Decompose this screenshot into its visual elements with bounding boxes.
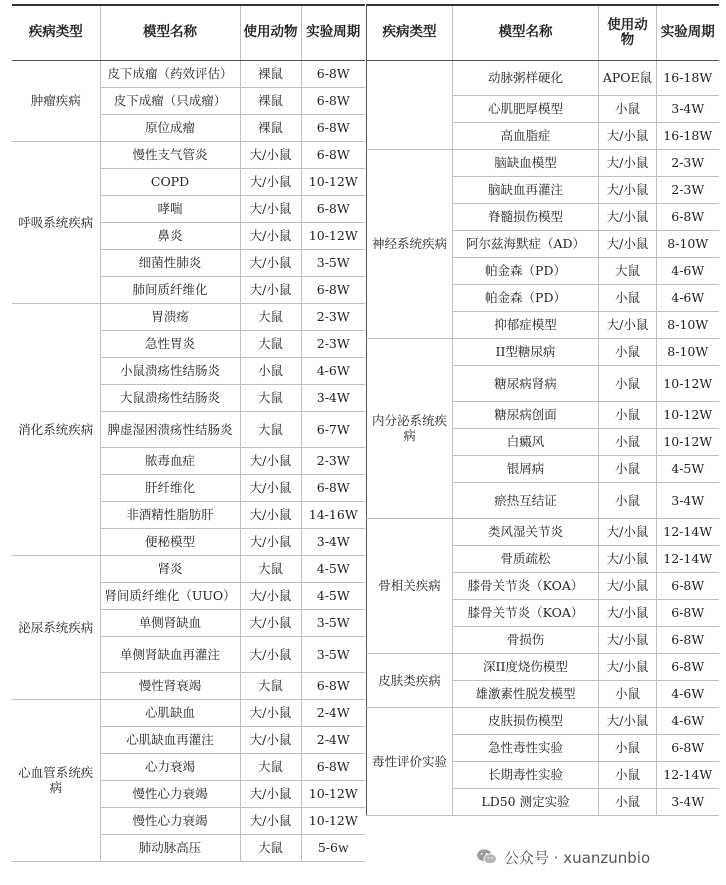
animal-cell: 小鼠 [599, 365, 657, 401]
model-cell: 慢性心力衰竭 [100, 780, 240, 807]
period-cell: 6-8W [657, 599, 719, 626]
model-cell: 动脉粥样硬化 [453, 60, 599, 95]
period-cell: 4-6W [657, 257, 719, 284]
animal-cell: 小鼠 [599, 455, 657, 482]
period-cell: 6-8W [657, 203, 719, 230]
model-cell: 脑缺血再灌注 [453, 176, 599, 203]
animal-cell: 大/小鼠 [240, 474, 301, 501]
table-row [12, 699, 365, 726]
animal-cell: 裸鼠 [240, 114, 301, 141]
category-cell: 毒性评价实验 [367, 707, 453, 815]
animal-cell: 大/小鼠 [240, 780, 301, 807]
period-cell: 10-12W [301, 168, 365, 195]
animal-cell: 大鼠 [240, 672, 301, 699]
table-row [12, 303, 365, 330]
header-row [12, 5, 365, 60]
model-cell: II型糖尿病 [453, 338, 599, 365]
animal-cell: 大鼠 [599, 257, 657, 284]
table-row [12, 555, 365, 582]
model-cell: 脓毒血症 [100, 447, 240, 474]
model-cell: 肾炎 [100, 555, 240, 582]
animal-cell: 大/小鼠 [240, 501, 301, 528]
period-cell: 6-8W [301, 114, 365, 141]
model-cell: 哮喘 [100, 195, 240, 222]
category-cell: 消化系统疾病 [12, 303, 100, 555]
header-period: 实验周期 [657, 5, 719, 60]
model-cell: 小鼠溃疡性结肠炎 [100, 357, 240, 384]
header-model: 模型名称 [453, 5, 599, 60]
period-cell: 6-8W [657, 572, 719, 599]
period-cell: 12-14W [657, 761, 719, 788]
category-cell: 肿瘤疾病 [12, 60, 100, 141]
model-cell: 非酒精性脂肪肝 [100, 501, 240, 528]
period-cell: 8-10W [657, 338, 719, 365]
category-cell: 心血管系统疾病 [12, 699, 100, 861]
period-cell: 6-8W [657, 626, 719, 653]
period-cell: 10-12W [301, 807, 365, 834]
period-cell: 8-10W [657, 311, 719, 338]
animal-cell: 小鼠 [599, 401, 657, 428]
animal-cell: 大/小鼠 [599, 176, 657, 203]
animal-cell: 裸鼠 [240, 87, 301, 114]
period-cell: 3-5W [301, 609, 365, 636]
animal-cell: 大/小鼠 [240, 609, 301, 636]
table-row [12, 60, 365, 87]
period-cell: 14-16W [301, 501, 365, 528]
table-row [367, 338, 719, 365]
period-cell: 4-6W [301, 357, 365, 384]
model-cell: 瘀热互结证 [453, 482, 599, 518]
period-cell: 2-3W [657, 149, 719, 176]
animal-cell: 大/小鼠 [240, 447, 301, 474]
header-category: 疾病类型 [12, 5, 100, 60]
model-cell: 阿尔兹海默症（AD） [453, 230, 599, 257]
period-cell: 3-4W [301, 384, 365, 411]
animal-cell: APOE鼠 [599, 60, 657, 95]
animal-cell: 大鼠 [240, 384, 301, 411]
animal-cell: 大/小鼠 [240, 582, 301, 609]
animal-cell: 大/小鼠 [599, 230, 657, 257]
table-row [367, 149, 719, 176]
category-cell: 呼吸系统疾病 [12, 141, 100, 303]
animal-cell: 大/小鼠 [599, 122, 657, 149]
model-table-left [12, 4, 365, 862]
model-cell: 深II度烧伤模型 [453, 653, 599, 680]
animal-cell: 大鼠 [240, 330, 301, 357]
animal-cell: 小鼠 [599, 95, 657, 122]
period-cell: 3-4W [301, 528, 365, 555]
period-cell: 12-14W [657, 518, 719, 545]
period-cell: 16-18W [657, 60, 719, 95]
animal-cell: 大/小鼠 [599, 545, 657, 572]
period-cell: 6-7W [301, 411, 365, 447]
model-cell: 雄激素性脱发模型 [453, 680, 599, 707]
model-cell: 糖尿病创面 [453, 401, 599, 428]
animal-cell: 小鼠 [599, 761, 657, 788]
model-cell: 抑郁症模型 [453, 311, 599, 338]
table-row [367, 653, 719, 680]
animal-cell: 大/小鼠 [240, 528, 301, 555]
table-row [12, 141, 365, 168]
animal-cell: 大鼠 [240, 753, 301, 780]
animal-cell: 大鼠 [240, 555, 301, 582]
period-cell: 10-12W [657, 365, 719, 401]
period-cell: 6-8W [301, 672, 365, 699]
model-cell: 皮下成瘤（只成瘤） [100, 87, 240, 114]
period-cell: 4-5W [657, 455, 719, 482]
model-cell: 慢性支气管炎 [100, 141, 240, 168]
period-cell: 8-10W [657, 230, 719, 257]
model-cell: 脑缺血模型 [453, 149, 599, 176]
animal-cell: 大/小鼠 [240, 807, 301, 834]
period-cell: 10-12W [657, 401, 719, 428]
period-cell: 2-4W [301, 726, 365, 753]
model-cell: 肺动脉高压 [100, 834, 240, 861]
animal-cell: 大鼠 [240, 834, 301, 861]
animal-cell: 大/小鼠 [240, 195, 301, 222]
model-cell: 糖尿病肾病 [453, 365, 599, 401]
model-cell: 心肌肥厚模型 [453, 95, 599, 122]
table-row [367, 60, 719, 95]
header-animal: 使用动物 [240, 5, 301, 60]
model-cell: 心力衰竭 [100, 753, 240, 780]
animal-cell: 大/小鼠 [240, 222, 301, 249]
period-cell: 6-8W [301, 474, 365, 501]
model-cell: 鼻炎 [100, 222, 240, 249]
model-cell: 帕金森（PD） [453, 284, 599, 311]
model-cell: 胃溃疡 [100, 303, 240, 330]
model-cell: 单侧肾缺血再灌注 [100, 636, 240, 672]
model-cell: 类风湿关节炎 [453, 518, 599, 545]
model-cell: 肝纤维化 [100, 474, 240, 501]
period-cell: 6-8W [301, 141, 365, 168]
model-cell: 白癜风 [453, 428, 599, 455]
animal-cell: 小鼠 [599, 734, 657, 761]
animal-cell: 大/小鼠 [599, 653, 657, 680]
animal-cell: 大/小鼠 [599, 149, 657, 176]
watermark [476, 846, 650, 868]
header-animal: 使用动物 [599, 5, 657, 60]
animal-cell: 小鼠 [599, 482, 657, 518]
model-cell: 心肌缺血 [100, 699, 240, 726]
model-cell: 肺间质纤维化 [100, 276, 240, 303]
animal-cell: 小鼠 [240, 357, 301, 384]
period-cell: 3-4W [657, 788, 719, 815]
model-cell: 慢性心力衰竭 [100, 807, 240, 834]
model-cell: 高血脂症 [453, 122, 599, 149]
period-cell: 2-3W [301, 447, 365, 474]
category-cell: 内分泌系统疾病 [367, 338, 453, 518]
animal-cell: 大鼠 [240, 411, 301, 447]
period-cell: 4-6W [657, 707, 719, 734]
animal-cell: 大鼠 [240, 303, 301, 330]
period-cell: 4-6W [657, 284, 719, 311]
animal-cell: 大/小鼠 [240, 726, 301, 753]
period-cell: 2-3W [301, 303, 365, 330]
model-cell: 膝骨关节炎（KOA） [453, 599, 599, 626]
period-cell: 4-5W [301, 555, 365, 582]
wechat-icon [476, 848, 498, 866]
model-cell: 慢性肾衰竭 [100, 672, 240, 699]
model-cell: COPD [100, 168, 240, 195]
model-cell: 原位成瘤 [100, 114, 240, 141]
animal-cell: 小鼠 [599, 284, 657, 311]
header-model: 模型名称 [100, 5, 240, 60]
period-cell: 6-8W [301, 276, 365, 303]
model-cell: 帕金森（PD） [453, 257, 599, 284]
period-cell: 3-4W [657, 482, 719, 518]
animal-cell: 大/小鼠 [240, 276, 301, 303]
model-cell: 心肌缺血再灌注 [100, 726, 240, 753]
model-cell: LD50 测定实验 [453, 788, 599, 815]
animal-cell: 大/小鼠 [599, 518, 657, 545]
animal-cell: 大/小鼠 [599, 203, 657, 230]
model-cell: 脾虚湿困溃疡性结肠炎 [100, 411, 240, 447]
category-cell [367, 60, 453, 149]
animal-cell: 小鼠 [599, 428, 657, 455]
period-cell: 6-8W [301, 87, 365, 114]
period-cell: 10-12W [301, 222, 365, 249]
right-table-body [367, 60, 719, 815]
animal-cell: 大/小鼠 [599, 572, 657, 599]
period-cell: 5-6w [301, 834, 365, 861]
animal-cell: 大/小鼠 [240, 168, 301, 195]
period-cell: 12-14W [657, 545, 719, 572]
animal-cell: 大/小鼠 [599, 599, 657, 626]
model-cell: 急性毒性实验 [453, 734, 599, 761]
model-cell: 大鼠溃疡性结肠炎 [100, 384, 240, 411]
model-cell: 细菌性肺炎 [100, 249, 240, 276]
animal-cell: 小鼠 [599, 788, 657, 815]
animal-cell: 大/小鼠 [599, 707, 657, 734]
animal-cell: 大/小鼠 [240, 141, 301, 168]
model-cell: 长期毒性实验 [453, 761, 599, 788]
animal-cell: 裸鼠 [240, 60, 301, 87]
model-cell: 脊髓损伤模型 [453, 203, 599, 230]
animal-cell: 大/小鼠 [599, 311, 657, 338]
model-cell: 单侧肾缺血 [100, 609, 240, 636]
left-table-body [12, 60, 365, 861]
period-cell: 3-5W [301, 636, 365, 672]
period-cell: 6-8W [301, 753, 365, 780]
period-cell: 6-8W [657, 734, 719, 761]
period-cell: 10-12W [657, 428, 719, 455]
animal-cell: 小鼠 [599, 680, 657, 707]
period-cell: 2-4W [301, 699, 365, 726]
period-cell: 6-8W [657, 653, 719, 680]
table-row [367, 518, 719, 545]
category-cell: 骨相关疾病 [367, 518, 453, 653]
model-cell: 膝骨关节炎（KOA） [453, 572, 599, 599]
model-cell: 骨损伤 [453, 626, 599, 653]
animal-cell: 大/小鼠 [599, 626, 657, 653]
period-cell: 2-3W [301, 330, 365, 357]
model-cell: 肾间质纤维化（UUO） [100, 582, 240, 609]
model-cell: 骨质疏松 [453, 545, 599, 572]
animal-cell: 小鼠 [599, 338, 657, 365]
period-cell: 4-5W [301, 582, 365, 609]
header-period: 实验周期 [301, 5, 365, 60]
period-cell: 3-4W [657, 95, 719, 122]
animal-cell: 大/小鼠 [240, 699, 301, 726]
model-cell: 皮肤损伤模型 [453, 707, 599, 734]
category-cell: 皮肤类疾病 [367, 653, 453, 707]
model-cell: 便秘模型 [100, 528, 240, 555]
period-cell: 4-6W [657, 680, 719, 707]
category-cell: 泌尿系统疾病 [12, 555, 100, 699]
period-cell: 6-8W [301, 195, 365, 222]
animal-cell: 大/小鼠 [240, 249, 301, 276]
category-cell: 神经系统疾病 [367, 149, 453, 338]
header-category: 疾病类型 [367, 5, 453, 60]
animal-cell: 大/小鼠 [240, 636, 301, 672]
model-cell: 皮下成瘤（药效评估） [100, 60, 240, 87]
model-cell: 银屑病 [453, 455, 599, 482]
watermark-label: 公众号 · xuanzunbio [504, 848, 651, 867]
model-cell: 急性胃炎 [100, 330, 240, 357]
period-cell: 3-5W [301, 249, 365, 276]
period-cell: 10-12W [301, 780, 365, 807]
period-cell: 2-3W [657, 176, 719, 203]
table-row [367, 707, 719, 734]
period-cell: 6-8W [301, 60, 365, 87]
period-cell: 16-18W [657, 122, 719, 149]
header-row [367, 5, 719, 60]
model-table-right [366, 4, 719, 816]
